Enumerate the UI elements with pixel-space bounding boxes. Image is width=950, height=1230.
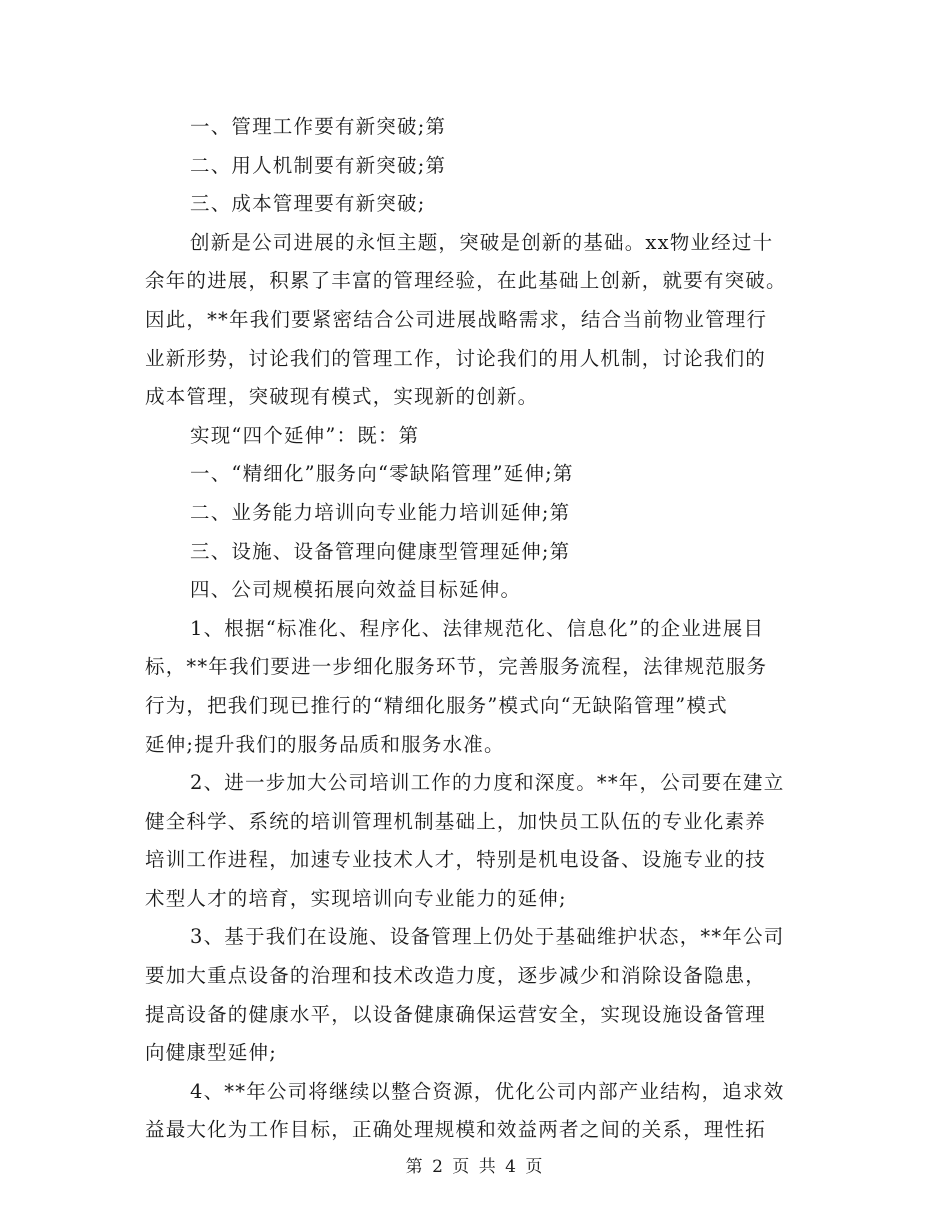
text-line: 二、用人机制要有新突破;第	[190, 153, 447, 177]
text-line: 一、管理工作要有新突破;第	[190, 115, 447, 138]
text-line: 三、设施、设备管理向健康型管理延伸;第	[190, 539, 571, 563]
text-line: 行为，把我们现已推行的“精细化服务”模式向“无缺陷管理”模式	[145, 693, 728, 717]
text-line: 培训工作进程，加速专业技术人才，特别是机电设备、设施专业的技	[145, 848, 767, 872]
text-line: 四、公司规模拓展向效益目标延伸。	[190, 578, 522, 602]
text-line: 二、业务能力培训向专业能力培训延伸;第	[190, 500, 571, 524]
text-line: 向健康型延伸;	[145, 1041, 277, 1065]
text-line: 实现“四个延伸”：既：第	[190, 423, 420, 447]
text-line: 4、**年公司将继续以整合资源，优化公司内部产业结构，追求效	[190, 1079, 785, 1103]
text-line: 术型人才的培育，实现培训向专业能力的延伸;	[145, 886, 567, 910]
text-line: 要加大重点设备的治理和技术改造力度，逐步减少和消除设备隐患，	[145, 964, 767, 988]
text-line: 益最大化为工作目标，正确处理规模和效益两者之间的关系，理性拓	[145, 1118, 767, 1142]
text-line: 业新形势，讨论我们的管理工作，讨论我们的用人机制，讨论我们的	[145, 346, 767, 370]
text-line: 标，**年我们要进一步细化服务环节，完善服务流程，法律规范服务	[145, 655, 768, 679]
document-body	[145, 108, 815, 1150]
text-line: 余年的进展，积累了丰富的管理经验，在此基础上创新，就要有突破。	[145, 269, 787, 293]
text-line: 三、成本管理要有新突破;	[190, 192, 426, 216]
page-number-footer: 第 2 页 共 4 页	[405, 1157, 545, 1177]
text-line: 创新是公司进展的永恒主题，突破是创新的基础。xx物业经过十	[190, 230, 774, 254]
text-line: 因此，**年我们要紧密结合公司进展战略需求，结合当前物业管理行	[145, 307, 768, 331]
text-line: 一、“精细化”服务向“零缺陷管理”延伸;第	[190, 462, 574, 486]
text-line: 2、进一步加大公司培训工作的力度和深度。**年，公司要在建立	[190, 771, 785, 795]
text-line: 提高设备的健康水平，以设备健康确保运营安全，实现设施设备管理	[145, 1002, 767, 1026]
text-line: 3、基于我们在设施、设备管理上仍处于基础维护状态，**年公司	[190, 925, 785, 949]
text-line: 延伸;提升我们的服务品质和服务水准。	[145, 732, 505, 756]
text-line: 1、根据“标准化、程序化、法律规范化、信息化”的企业进展目	[190, 616, 765, 640]
text-line: 健全科学、系统的培训管理机制基础上，加快员工队伍的专业化素养	[145, 809, 767, 833]
text-line: 成本管理，突破现有模式，实现新的创新。	[145, 385, 539, 409]
